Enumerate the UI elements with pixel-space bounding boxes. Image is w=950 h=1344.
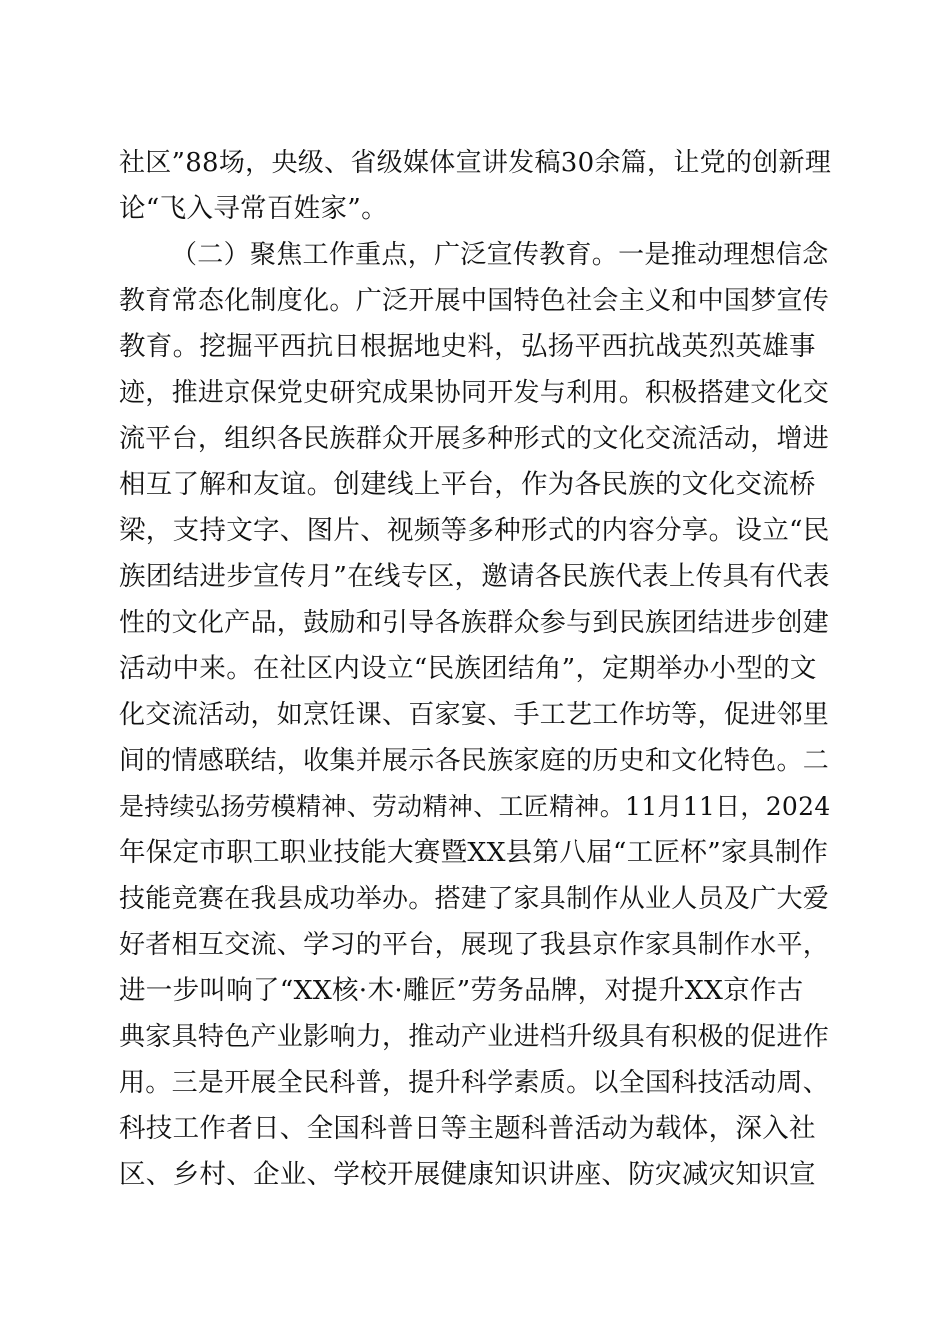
text-line: 梁，支持文字、图片、视频等多种形式的内容分享。设立“民 bbox=[119, 515, 830, 546]
text-line: 科技工作者日、全国科普日等主题科普活动为载体，深入社 bbox=[119, 1113, 816, 1144]
text-line: 论“飞入寻常百姓家”。 bbox=[119, 193, 388, 224]
text-line: 技能竞赛在我县成功举办。搭建了家具制作从业人员及广大爱 bbox=[119, 884, 830, 914]
text-line: 区、乡村、企业、学校开展健康知识讲座、防灾减灾知识宣 bbox=[119, 1159, 816, 1190]
text-line: 族团结进步宣传月”在线专区，邀请各民族代表上传具有代表 bbox=[119, 561, 830, 592]
text-line: 典家具特色产业影响力，推动产业进档升级具有积极的促进作 bbox=[119, 1022, 830, 1052]
text-line: 用。三是开展全民科普，提升科学素质。以全国科技活动周、 bbox=[119, 1068, 830, 1098]
text-line: 间的情感联结，收集并展示各民族家庭的历史和文化特色。二 bbox=[119, 746, 830, 776]
text-line: 年保定市职工职业技能大赛暨XX县第八届“工匠杯”家具制作 bbox=[119, 837, 829, 868]
text-line: 相互了解和友谊。创建线上平台，作为各民族的文化交流桥 bbox=[119, 469, 816, 500]
text-line: 社区”88场，央级、省级媒体宣讲发稿30余篇，让党的创新理 bbox=[119, 148, 832, 178]
text-line: 迹，推进京保党史研究成果协同开发与利用。积极搭建文化交 bbox=[119, 378, 830, 408]
paragraph-heading-line: （二）聚焦工作重点，广泛宣传教育。一是推动理想信念 bbox=[171, 240, 829, 270]
text-line: 化交流活动，如烹饪课、百家宴、手工艺工作坊等，促进邻里 bbox=[119, 700, 830, 730]
text-line: 教育。挖掘平西抗日根据地史料，弘扬平西抗战英烈英雄事 bbox=[119, 331, 816, 362]
text-line: 性的文化产品，鼓励和引导各族群众参与到民族团结进步创建 bbox=[119, 608, 830, 638]
text-line: 是持续弘扬劳模精神、劳动精神、工匠精神。11月11日，2024 bbox=[119, 792, 831, 821]
text-line: 进一步叫响了“XX核·木·雕匠”劳务品牌，对提升XX京作古 bbox=[119, 975, 804, 1006]
text-line: 活动中来。在社区内设立“民族团结角”，定期举办小型的文 bbox=[119, 653, 817, 684]
text-line: 教育常态化制度化。广泛开展中国特色社会主义和中国梦宣传 bbox=[119, 286, 830, 316]
text-line: 流平台，组织各民族群众开展多种形式的文化交流活动，增进 bbox=[119, 424, 830, 454]
text-line: 好者相互交流、学习的平台，展现了我县京作家具制作水平， bbox=[119, 930, 830, 960]
